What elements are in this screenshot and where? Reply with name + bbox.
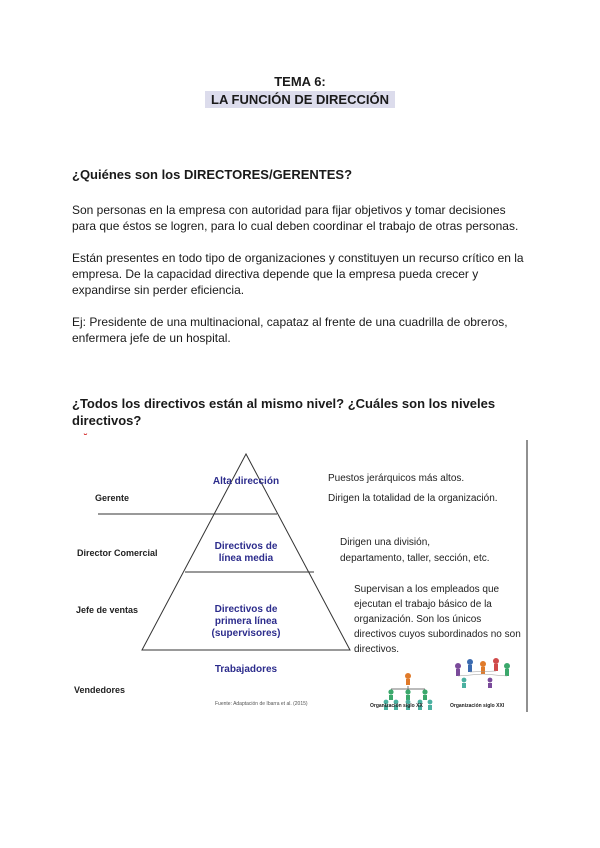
desc-media-1: Dirigen una división, [340,537,431,548]
topic-label: TEMA 6: [274,74,326,89]
desc-primera-1: Supervisan a los empleados que [354,584,500,595]
desc-media-2: departamento, taller, sección, etc. [340,553,490,564]
level-trabajadores: Trabajadores [214,664,278,675]
level-alta-direccion: Alta dirección [212,476,280,487]
desc-alta-2: Dirigen la totalidad de la organización. [328,493,498,504]
paragraph-3: Ej: Presidente de una multinacional, capataz al frente de una cuadrilla de obreros, enfermera jefe de un hospital. [72,315,508,345]
paragraph-2: Están presentes en todo tipo de organizaciones y constituyen un recurso crítico en la empresa. De la capacidad directiva depende que la empresa pueda crecer y expandirse sin perder eficiencia. [72,251,524,297]
label-vendedores: Vendedores [74,685,126,695]
red-mark: ˘ [84,433,88,444]
desc-alta-1: Puestos jerárquicos más altos. [328,473,465,484]
management-pyramid-figure [70,440,530,712]
organization-xxi-icon [455,658,510,688]
desc-primera-3: organización. Son los únicos [354,614,482,625]
level-linea-media: Directivos de línea media [214,541,278,564]
desc-primera-5: directivos. [354,644,400,655]
section1-heading: ¿Quiénes son los DIRECTORES/GERENTES? [72,167,353,182]
caption-siglo-xxi: Organización siglo XXI [450,703,505,709]
desc-primera-4: directivos cuyos subordinados no son [354,629,521,640]
figure-source: Fuente: Adaptación de Ibarra et al. (2015) [215,701,308,707]
level-primera-linea: Directivos de primera línea (supervisores) [211,604,281,639]
label-jefe-ventas: Jefe de ventas [76,605,139,615]
section2-heading: ¿Todos los directivos están al mismo nivel? ¿Cuáles son los niveles directivos? [72,396,496,428]
desc-primera-2: ejecutan el trabajo básico de la [354,599,492,610]
caption-siglo-xx: Organización siglo XX [370,703,423,709]
label-gerente: Gerente [95,493,130,503]
page-title: LA FUNCIÓN DE DIRECCIÓN [0,92,600,107]
label-director-comercial: Director Comercial [77,548,158,558]
paragraph-1: Son personas en la empresa con autoridad para fijar objetivos y tomar decisiones para que éstos se logren, para lo cual deben coordinar el trabajo de otras personas. [72,203,519,233]
